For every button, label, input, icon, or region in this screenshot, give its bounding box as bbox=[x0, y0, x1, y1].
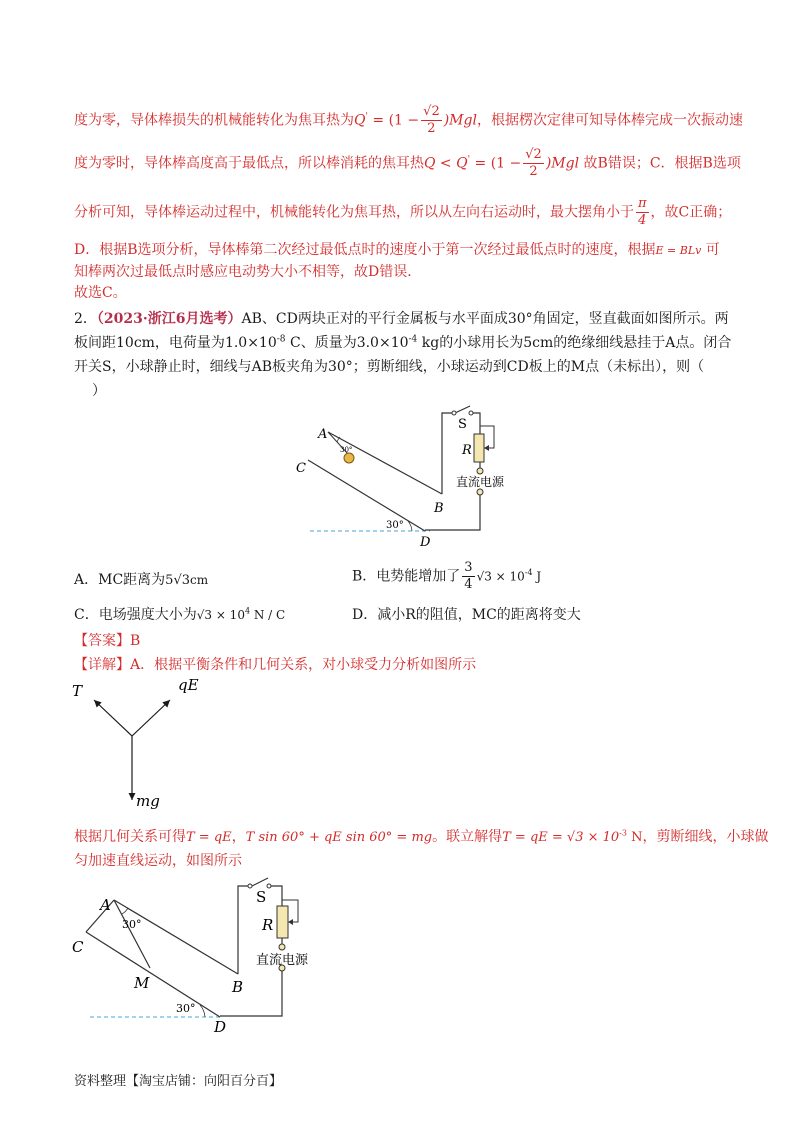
math-q: Q < Q bbox=[424, 155, 468, 172]
plate-ab bbox=[328, 432, 442, 494]
switch-s bbox=[455, 406, 470, 413]
math: T sin 60° + qE sin 60° = mg bbox=[245, 830, 433, 845]
text: ，根据楞次定律可知导体棒完成一次振动速 bbox=[476, 112, 743, 129]
text: 、质量为 bbox=[300, 335, 357, 351]
ball bbox=[344, 453, 354, 463]
detail-intro: 【详解】A．根据平衡条件和几何关系，对小球受力分析如图所示 bbox=[74, 657, 477, 673]
label-a: A bbox=[100, 896, 111, 914]
text: D．根据B选项分析，导体棒第二次经过最低点时的速度小于第一次经过最低点时的速度，根据 bbox=[74, 242, 656, 258]
text: 可 bbox=[701, 242, 720, 258]
label-qe: qE bbox=[178, 676, 199, 694]
math-q: Q bbox=[354, 112, 366, 129]
label-s: S bbox=[458, 417, 467, 432]
text: 度为零，导体棒损失的机械能转化为焦耳热为 bbox=[74, 112, 354, 129]
solution-line-5: 知棒两次过最低点时感应电动势大小不相等，故D错误． bbox=[74, 264, 422, 280]
resistor-r bbox=[474, 434, 484, 462]
solution-line-2: 度为零时，导体棒高度高于最低点，所以棒消耗的焦耳热Q < Q' = (1 − $\frac{√2}{2}$ )Mgl 故B错误；C．根据B选项 bbox=[74, 147, 741, 179]
text: B．电势能增加了 bbox=[352, 568, 461, 585]
label-s: S bbox=[256, 888, 267, 906]
tension-arrow bbox=[94, 700, 132, 736]
label-mg: mg bbox=[136, 792, 160, 810]
plate-cd bbox=[86, 932, 220, 1017]
angle-ball: 30° bbox=[340, 446, 353, 454]
math: 5√3 bbox=[165, 573, 190, 588]
fraction bbox=[523, 147, 544, 180]
exponent: -4 bbox=[408, 334, 418, 345]
label-r: R bbox=[262, 916, 274, 934]
text: ，剪断细线，小球做 bbox=[642, 829, 769, 845]
switch-s bbox=[252, 878, 268, 886]
math: E = BLv bbox=[655, 244, 702, 257]
label-a: A bbox=[318, 427, 328, 442]
denominator: 2 bbox=[427, 121, 436, 136]
math: √3 × 10 bbox=[476, 569, 525, 584]
unit: C bbox=[285, 335, 301, 351]
math: T = qE = √3 × 10 bbox=[502, 830, 620, 845]
numerator: √2 bbox=[423, 104, 440, 119]
plate-cd bbox=[308, 460, 425, 531]
text: 故B错误；C．根据B选项 bbox=[579, 155, 741, 172]
unit: N / C bbox=[250, 608, 286, 622]
answer-label: 【答案】B bbox=[74, 633, 141, 649]
math: = (1 − bbox=[470, 155, 522, 172]
angle-a: 30° bbox=[122, 918, 142, 931]
circuit-figure-2 bbox=[70, 870, 370, 1040]
math: √3 × 10 bbox=[196, 608, 245, 622]
option-c[interactable] bbox=[74, 604, 285, 624]
math: = (1 − bbox=[367, 112, 420, 129]
math: 3.0×10 bbox=[356, 335, 409, 351]
option-d[interactable]: D．减小R的阻值，MC的距离将变大 bbox=[352, 607, 581, 623]
unit: J bbox=[532, 569, 542, 584]
solution-line-6: 故选C。 bbox=[74, 285, 127, 301]
denominator: 4 bbox=[638, 213, 647, 228]
text: 度为零时，导体棒高度高于最低点，所以棒消耗的焦耳热 bbox=[74, 155, 424, 172]
electric-force-arrow bbox=[132, 700, 170, 736]
label-c: C bbox=[296, 461, 306, 476]
label-m: M bbox=[134, 974, 150, 992]
question-line-1 bbox=[74, 308, 729, 328]
denominator: 4 bbox=[464, 577, 473, 592]
label-d: D bbox=[214, 1018, 227, 1036]
math: 1.0×10 bbox=[224, 335, 277, 351]
text: AB、CD两块正对的平行金属板与水平面成30°角固定，竖直截面如图所示。两 bbox=[241, 311, 729, 327]
footer-note: 资料整理【淘宝店铺：向阳百分百】 bbox=[74, 1074, 283, 1089]
resistor-r bbox=[277, 906, 288, 938]
math: T = qE bbox=[186, 830, 232, 845]
wire-d bbox=[220, 971, 282, 1016]
denominator: 2 bbox=[529, 164, 538, 179]
option-b[interactable] bbox=[352, 560, 541, 593]
label-r: R bbox=[462, 443, 472, 458]
math: )Mgl bbox=[545, 155, 580, 172]
angle-d: 30° bbox=[176, 1002, 196, 1015]
numerator: 3 bbox=[464, 560, 473, 575]
numerator: π bbox=[638, 196, 647, 211]
label-b: B bbox=[434, 501, 444, 516]
text: 板间距10cm，电荷量为 bbox=[74, 335, 225, 351]
unit: kg bbox=[417, 335, 440, 351]
numerator: √2 bbox=[525, 147, 542, 162]
solution-eq-line bbox=[74, 826, 768, 846]
exponent: -4 bbox=[524, 567, 533, 577]
fraction bbox=[462, 560, 474, 593]
force-diagram bbox=[70, 672, 220, 812]
unit: cm bbox=[190, 573, 209, 587]
exponent: -8 bbox=[276, 334, 286, 345]
fraction bbox=[636, 196, 649, 229]
text: ，故C正确； bbox=[650, 204, 732, 221]
circuit-figure-1 bbox=[280, 402, 540, 552]
text: 分析可知，导体棒运动过程中，机械能转化为焦耳热，所以从左向右运动时，最大摆角小于 bbox=[74, 204, 634, 221]
question-number: 2． bbox=[74, 311, 97, 327]
question-line-3: 开关S，小球静止时，细线与AB板夹角为30°；剪断细线，小球运动到CD板上的M点（未标出），则（ bbox=[74, 359, 705, 375]
text: ， bbox=[231, 829, 246, 845]
question-line-4: ） bbox=[92, 383, 106, 399]
unit: N bbox=[626, 830, 643, 845]
solution-line-motion: 匀加速直线运动，如图所示 bbox=[74, 853, 242, 869]
wire-b bbox=[238, 886, 248, 974]
label-b: B bbox=[232, 978, 244, 996]
question-source: （2023·浙江6月选考） bbox=[96, 311, 242, 327]
option-a[interactable] bbox=[74, 569, 208, 589]
solution-line-1: 度为零，导体棒损失的机械能转化为焦耳热为Q' = (1 − $\frac{√2}{2}$ )Mgl，根据楞次定律可知导体棒完成一次振动速 bbox=[74, 104, 743, 136]
power-source-label: 直流电源 bbox=[256, 953, 309, 968]
plate-ab bbox=[114, 900, 238, 974]
angle-d: 30° bbox=[386, 520, 404, 531]
text: 根据几何关系可得 bbox=[74, 829, 186, 845]
text: 。联立解得 bbox=[432, 829, 503, 845]
fraction bbox=[421, 104, 442, 137]
text: A．MC距离为 bbox=[74, 572, 166, 588]
question-line-2 bbox=[74, 332, 731, 352]
solution-line-4 bbox=[74, 239, 720, 259]
label-d: D bbox=[420, 535, 431, 550]
label-c: C bbox=[72, 938, 84, 956]
solution-line-3 bbox=[74, 196, 731, 229]
exponent: -3 bbox=[619, 828, 627, 838]
text: C．电场强度大小为 bbox=[74, 607, 197, 623]
wire-b bbox=[442, 413, 452, 494]
text: 的小球用长为5cm的绝缘细线悬挂于A点。闭合 bbox=[439, 335, 732, 351]
math: )Mgl bbox=[443, 112, 477, 129]
exponent: 4 bbox=[244, 606, 251, 616]
label-t: T bbox=[72, 682, 83, 700]
power-source-label: 直流电源 bbox=[456, 475, 505, 489]
